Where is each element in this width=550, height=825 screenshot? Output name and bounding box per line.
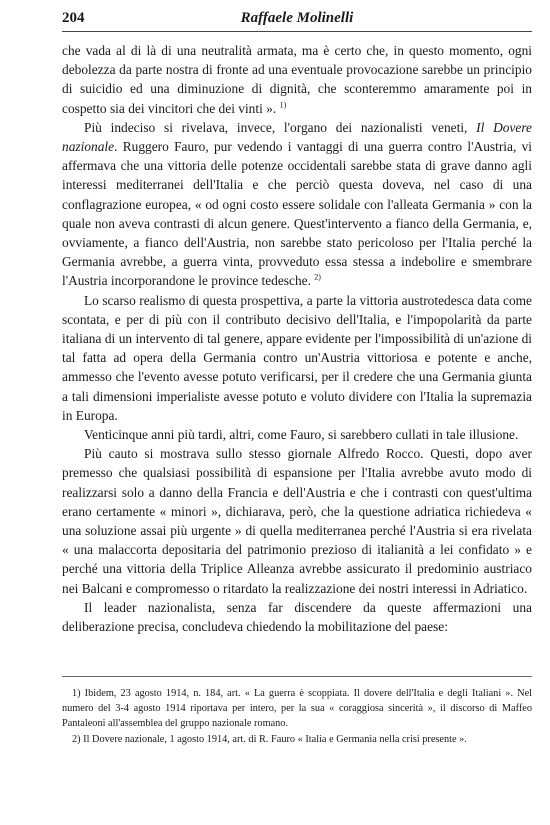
page-header [62,10,532,32]
header-rule [62,31,532,32]
running-head: Raffaele Molinelli [240,10,354,26]
footnotes [62,686,532,747]
footnote-ref-1: 1) [279,100,287,110]
paragraph-3: Lo scarso realismo di questa prospettiva, a parte la vittoria austrotedesca data come scontata, e per di più con il contributo decisivo dell'Italia, e l'impopolarità da parte italiana di un intervento di tal genere, appare evidente per l'impossibilità di un'azione di tal fatta ad opera della Germania contro un'Austria vittoriosa e potente e anche, ammesso che l'evento avesse potuto verificarsi, per il credere che una Germania giunta a tali dimensioni imperialiste avesse potuto e voluto dividere con l'Italia la supremazia in Europa. [62,292,532,423]
body-text [62,41,532,636]
footnote-1: 1) Ibidem, 23 agosto 1914, n. 184, art. « La guerra è scoppiata. Il dovere dell'Italia e degli Italiani ». Nel numero del 3-4 agosto 1914 riportava per intero, per la sua « coraggiosa sincerità », il discorso di Maffeo Pantaleoni all'assemblea del gruppo nazionale romano. [62,688,532,730]
paragraph-1-text: che vada al di là di una neutralità armata, ma è certo che, in questo momento, ogni debolezza da parte nostra di fronte ad una eventuale provocazione sarebbe un principio di suicidio ed una diminuzione di dignità, che sconteremmo amaramente poi in cospetto sia dei vincitori che dei vinti ». [62,43,532,116]
paragraph-2 [62,118,532,291]
journal-title: Il Dovere nazionale [62,119,532,155]
paragraph-1 [62,41,532,118]
paragraph-5: Più cauto si mostrava sullo stesso giornale Alfredo Rocco. Questi, dopo aver premesso che qualsiasi possibilità di espansione per l'Italia avrebbe avuto modo di realizzarsi solo a danno della Francia e dell'Austria e che i contrasti con quest'ultima erano certamente « minori », dichiarava, però, che la questione adriatica richiedeva « una soluzione assai più urgente » di quella mediterranea perché l'Austria si era rivelata « una malaccorta depositaria del patrimonio prezioso di italianità a lei confidato » e perché una vittoria della Triplice Alleanza avrebbe assicurato il predominio austriaco nei Balcani e compromesso o ritardato la realizzazione dei nostri interessi in Adriatico. [62,446,532,596]
paragraph-2-text: Più indeciso si rivelava, invece, l'organo dei nazionalisti veneti, Il Dovere nazionale. Ruggero Fauro, pur vedendo i vantaggi di una guerra contro l'Austria, vi affermava che una vittoria delle potenze occidentali sarebbe stata di grave danno agli interessi mediterranei dell'Italia e che perciò questa doveva, nel caso di una conflagrazione europea, « od ogni costo essere solidale con l'alleata Germania » con la quale non aveva contrasti di alcun genere. Quest'intervento a fianco della Germania, e, ovviamente, a fianco dell'Austria, non sarebbe stato pericoloso per l'Italia perché la Germania avrebbe, a guerra vinta, provveduto essa stessa a indebolire e smembrare l'Austria incorporandone le province tedesche. [62,119,532,289]
footnote-ref-2: 2) [314,272,321,282]
paragraph-4: Venticinque anni più tardi, altri, come Fauro, si sarebbero cullati in tale illusione. [84,427,519,443]
page-number: 204 [62,10,85,26]
paragraph-6: Il leader nazionalista, senza far discendere da queste affermazioni una deliberazione precisa, concludeva chiedendo la mobilitazione del paese: [62,599,532,635]
footnote-rule [62,676,532,677]
footnote-2: 2) Il Dovere nazionale, 1 agosto 1914, art. di R. Fauro « Italia e Germania nella crisi presente ». [72,733,467,745]
